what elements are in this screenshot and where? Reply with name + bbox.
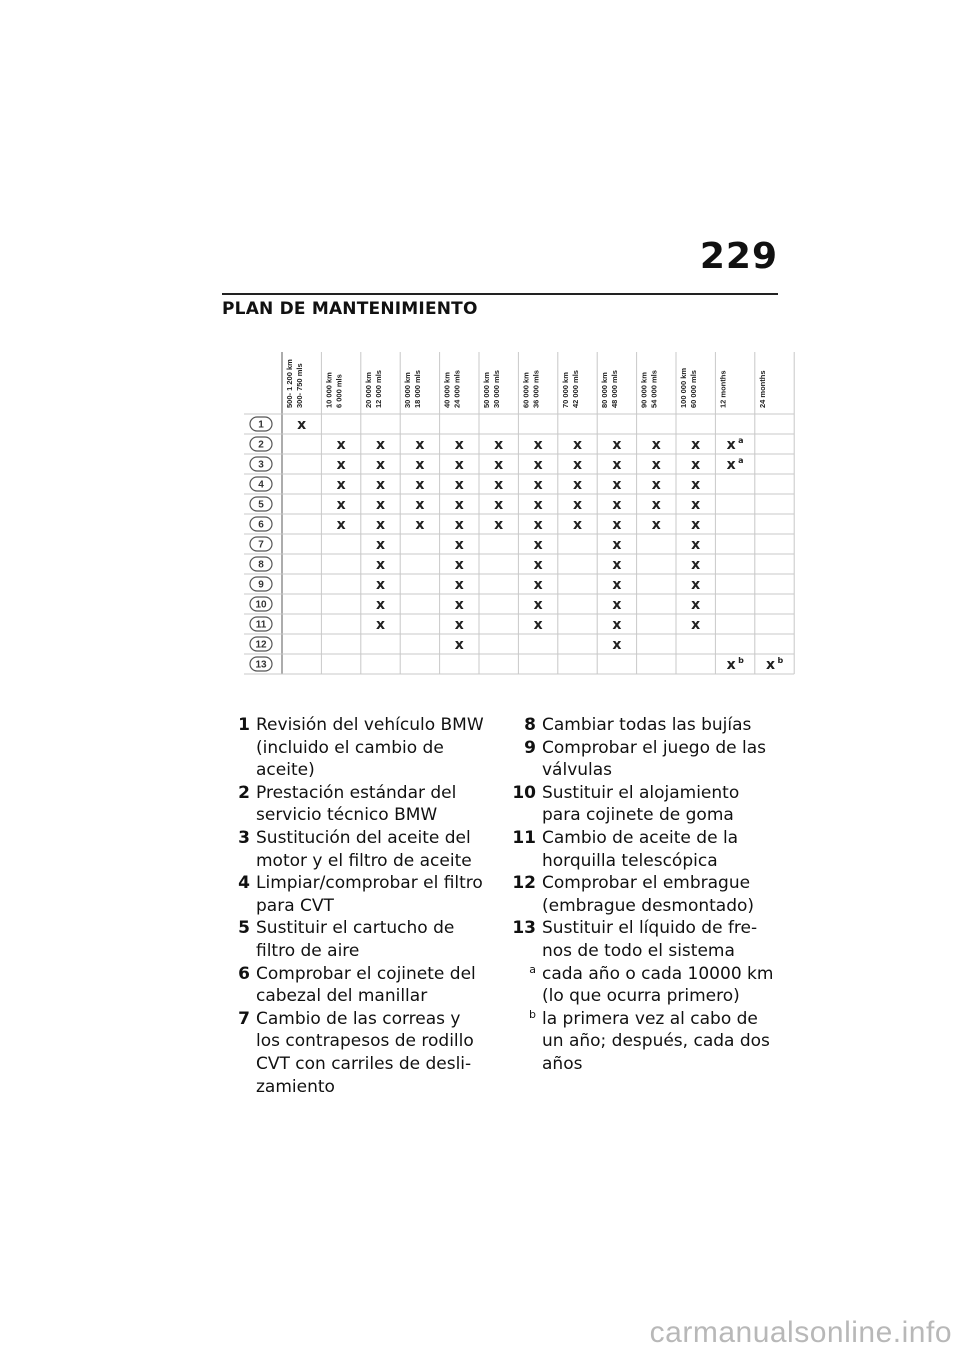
schedule-mark: x [612, 437, 622, 453]
column-header-label: 300- 750 mls [295, 363, 304, 408]
legend-text: Comprobar el embrague (embrague desmontado) [542, 873, 755, 916]
schedule-mark: x [612, 637, 622, 653]
column-header-label: 20 000 km [363, 372, 373, 408]
column-header-label: 30 000 km [403, 372, 413, 408]
schedule-mark: x [651, 477, 661, 493]
schedule-mark: x [494, 457, 504, 473]
row-number-8 [250, 557, 272, 571]
schedule-mark: x [651, 497, 661, 513]
column-header-label: 54 000 mls [649, 370, 659, 408]
schedule-mark: x [765, 657, 776, 673]
row-number-label: 7 [258, 539, 264, 551]
row-number-13 [250, 657, 272, 671]
schedule-mark: x [454, 437, 464, 453]
row-number-label: 10 [255, 599, 267, 611]
legend-text: la primera vez al cabo de un año; después, cada dos años [542, 1008, 770, 1074]
schedule-mark: x [691, 577, 701, 593]
legend-right-column [506, 714, 778, 1076]
schedule-mark: x [691, 477, 701, 493]
schedule-mark: x [533, 557, 543, 573]
row-number-label: 9 [258, 579, 264, 591]
schedule-mark: x [691, 457, 701, 473]
row-number-4 [250, 477, 272, 491]
row-number-label: 1 [258, 419, 264, 431]
legend-number: 7 [238, 1008, 250, 1029]
column-header-label: 60 000 km [521, 372, 531, 408]
column-header-label: 50 000 km [482, 372, 491, 408]
column-header-label: 48 000 mls [610, 370, 620, 408]
legend-text: Comprobar el cojinete del cabezal del manillar [256, 963, 476, 1007]
row-number-7 [250, 537, 272, 551]
column-header-label: 80 000 km [600, 372, 610, 408]
schedule-mark: x [533, 577, 543, 593]
legend-item [222, 714, 488, 782]
legend-text: Sustituir el cartucho de filtro de aire [256, 918, 455, 961]
legend-number: 10 [512, 782, 536, 803]
schedule-mark: x [454, 477, 464, 493]
column-header-label: 18 000 mls [413, 370, 423, 408]
legend-text: Cambio de las correas y los contrapesos de rodillo CVT con carriles de desli-zamiento [256, 1008, 474, 1097]
schedule-mark: x [454, 637, 464, 653]
legend-number: 12 [512, 873, 536, 894]
schedule-mark: x [726, 657, 736, 673]
legend-item [506, 872, 778, 917]
legend-item [222, 782, 488, 827]
schedule-mark: x [533, 517, 543, 533]
row-number-9 [250, 577, 272, 591]
legend-item [222, 917, 488, 962]
legend-item [222, 827, 488, 872]
row-number-label: 12 [255, 639, 267, 651]
row-number-11 [250, 617, 272, 631]
legend-number: b [529, 1007, 536, 1021]
schedule-mark: x [691, 557, 701, 573]
legend-text: Cambio de aceite de la horquilla telescópica [542, 827, 739, 871]
schedule-mark: x [572, 517, 583, 533]
column-header-label: 24 000 mls [452, 370, 462, 408]
schedule-mark: x [375, 557, 386, 573]
column-header-label: 36 000 mls [531, 370, 541, 408]
schedule-mark: x [572, 457, 583, 473]
schedule-mark: x [375, 497, 386, 513]
schedule-mark: x [454, 617, 464, 633]
schedule-mark: x [336, 437, 346, 453]
schedule-mark: x [454, 557, 464, 573]
schedule-mark: x [691, 617, 701, 633]
row-number-1 [250, 417, 272, 431]
column-header-label: 6 000 mls [334, 374, 344, 408]
legend-text: Revisión del vehículo BMW (incluido el cambio de aceite) [256, 715, 484, 781]
schedule-mark: x [375, 477, 386, 493]
legend-item [222, 1008, 488, 1098]
legend-text: Comprobar el juego de las válvulas [542, 737, 767, 781]
schedule-mark: x [375, 517, 386, 533]
schedule-mark: x [612, 457, 622, 473]
schedule-mark: x [375, 577, 386, 593]
schedule-mark: x [375, 617, 386, 633]
legend-footnote [506, 963, 778, 1008]
maintenance-schedule-table [244, 352, 784, 684]
watermark: carmanualsonline.info [649, 1316, 952, 1349]
legend-text: Sustituir el alojamiento para cojinete de goma [542, 782, 740, 826]
schedule-mark: x [336, 517, 346, 533]
legend-item [506, 917, 778, 962]
schedule-mark: x [415, 477, 425, 493]
legend-item [506, 714, 778, 737]
schedule-mark: x [612, 537, 622, 553]
legend-text: Cambiar todas las bujías [542, 715, 752, 735]
legend-number: 4 [238, 873, 250, 894]
legend-number: a [529, 962, 536, 976]
schedule-mark: x [691, 497, 701, 513]
schedule-mark: x [494, 437, 504, 453]
column-headers [285, 359, 767, 408]
schedule-mark-footnote: b [777, 656, 784, 665]
row-number-label: 4 [258, 479, 264, 491]
legend-item [222, 872, 488, 917]
schedule-mark: x [454, 597, 464, 613]
schedule-mark: x [651, 517, 661, 533]
schedule-mark: x [533, 497, 543, 513]
schedule-mark: x [533, 477, 543, 493]
column-header-label: 12 months [718, 370, 728, 408]
row-number-label: 5 [258, 499, 264, 511]
legend-number: 9 [524, 737, 536, 758]
schedule-mark: x [612, 617, 622, 633]
legend-number: 3 [238, 827, 250, 848]
schedule-mark: x [415, 437, 425, 453]
schedule-mark: x [375, 597, 386, 613]
row-number-2 [250, 437, 272, 451]
schedule-mark: x [336, 457, 346, 473]
schedule-mark: x [651, 457, 661, 473]
row-number-6 [250, 517, 272, 531]
schedule-mark: x [726, 457, 736, 473]
schedule-mark: x [454, 577, 464, 593]
legend-text: cada año o cada 10000 km (lo que ocurra primero) [542, 963, 774, 1007]
column-header-label: 24 months [757, 370, 767, 408]
schedule-mark: x [651, 437, 661, 453]
schedule-mark: x [533, 457, 543, 473]
schedule-mark: x [375, 437, 386, 453]
row-number-label: 11 [255, 619, 267, 631]
page-number: 229 [699, 236, 778, 277]
title-rule [222, 293, 778, 295]
legend-item [506, 737, 778, 782]
column-header-label: 100 000 km [679, 367, 688, 408]
column-header-label: 10 000 km [324, 372, 334, 408]
row-number-label: 6 [258, 519, 264, 531]
schedule-mark: x [691, 437, 701, 453]
schedule-mark: x [533, 537, 543, 553]
legend-item [506, 782, 778, 827]
schedule-mark: x [454, 457, 464, 473]
section-title: PLAN DE MANTENIMIENTO [222, 299, 478, 319]
schedule-mark: x [612, 477, 622, 493]
row-number-label: 13 [255, 659, 267, 671]
schedule-mark: x [572, 477, 583, 493]
column-header-label: 30 000 mls [492, 370, 501, 408]
schedule-mark: x [691, 517, 701, 533]
legend-text: Prestación estándar del servicio técnico BMW [256, 782, 457, 826]
legend-number: 2 [238, 782, 250, 803]
row-number-label: 3 [258, 459, 264, 471]
schedule-mark: x [494, 497, 504, 513]
row-number-10 [250, 597, 272, 611]
column-header-label: 12 000 mls [373, 370, 383, 408]
column-header-label: 60 000 mls [689, 370, 698, 408]
schedule-mark: x [533, 597, 543, 613]
row-number-3 [250, 457, 272, 471]
schedule-mark: x [297, 417, 307, 433]
legend-text: Sustitución del aceite del motor y el filtro de aceite [256, 827, 472, 871]
schedule-mark: x [612, 597, 622, 613]
schedule-mark: x [572, 437, 583, 453]
schedule-mark: x [454, 517, 464, 533]
schedule-grid [244, 352, 784, 684]
row-number-label: 2 [258, 439, 264, 451]
row-number-12 [250, 637, 272, 651]
row-number-5 [250, 497, 272, 511]
legend-number: 13 [512, 918, 536, 939]
schedule-mark: x [691, 537, 701, 553]
schedule-mark: x [533, 437, 543, 453]
column-header-label: 40 000 km [442, 372, 452, 408]
legend-text: Limpiar/comprobar el filtro para CVT [256, 873, 483, 916]
column-header-label: 90 000 km [639, 372, 649, 408]
schedule-mark: x [336, 477, 346, 493]
schedule-mark: x [336, 497, 346, 513]
legend-number: 5 [238, 918, 250, 939]
schedule-mark: x [612, 577, 622, 593]
schedule-mark: x [533, 617, 543, 633]
legend-text: Sustituir el líquido de fre-nos de todo el sistema [542, 918, 758, 961]
schedule-mark: x [612, 557, 622, 573]
column-header-label: 42 000 mls [570, 370, 580, 408]
schedule-mark: x [726, 437, 736, 453]
schedule-mark: x [454, 537, 464, 553]
legend-number: 6 [238, 963, 250, 984]
schedule-mark: x [375, 457, 386, 473]
row-number-label: 8 [258, 559, 264, 571]
schedule-mark: x [691, 597, 701, 613]
schedule-mark: x [415, 457, 425, 473]
schedule-mark-footnote: a [738, 436, 744, 445]
schedule-mark: x [612, 497, 622, 513]
schedule-mark: x [454, 497, 464, 513]
schedule-mark-footnote: a [738, 456, 744, 465]
column-header-label: 70 000 km [560, 372, 570, 408]
legend-item [506, 827, 778, 872]
legend-footnote [506, 1008, 778, 1076]
legend-left-column [222, 714, 488, 1098]
schedule-mark: x [375, 537, 386, 553]
schedule-mark: x [572, 497, 583, 513]
legend-item [222, 963, 488, 1008]
schedule-mark: x [415, 517, 425, 533]
schedule-mark: x [612, 517, 622, 533]
legend-number: 1 [238, 715, 250, 735]
schedule-mark: x [494, 517, 504, 533]
legend-number: 11 [512, 827, 536, 848]
schedule-mark: x [415, 497, 425, 513]
column-header-label: 500- 1 200 km [285, 359, 294, 408]
schedule-mark: x [494, 477, 504, 493]
schedule-mark-footnote: b [738, 656, 744, 665]
legend-number: 8 [524, 715, 536, 735]
